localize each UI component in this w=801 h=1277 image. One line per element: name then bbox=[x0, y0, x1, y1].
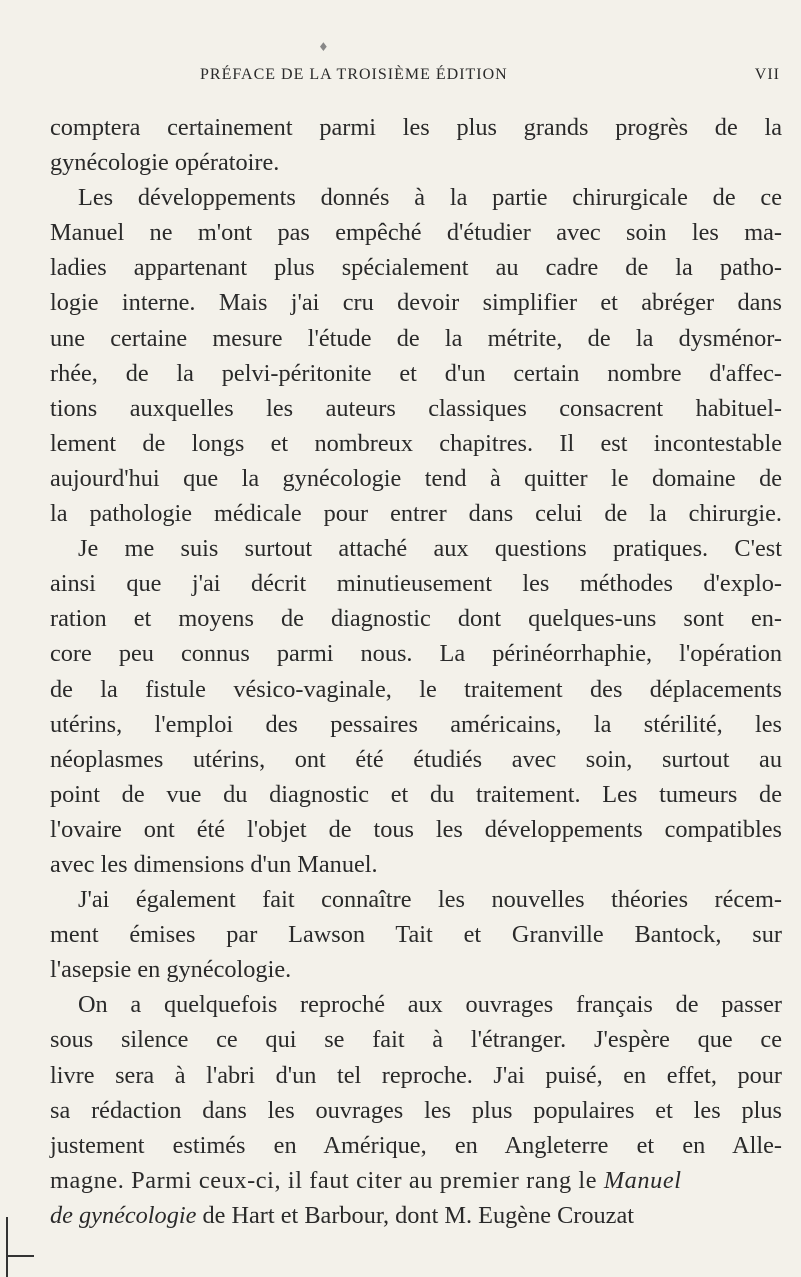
text-line: livre sera à l'abri d'un tel reproche. J'ai puisé, en effet, pour bbox=[50, 1061, 782, 1089]
text-line: J'ai également fait connaître les nouvelles théories récem- bbox=[78, 886, 782, 914]
text-line: lement de longs et nombreux chapitres. Il est incontestable bbox=[50, 429, 782, 457]
running-head-title: PRÉFACE DE LA TROISIÈME ÉDITION bbox=[200, 66, 508, 83]
text-line: avec les dimensions d'un Manuel. bbox=[50, 850, 378, 878]
text-line: une certaine mesure l'étude de la métrite, de la dysménor- bbox=[50, 324, 782, 352]
text-line: la pathologie médicale pour entrer dans celui de la chirurgie. bbox=[50, 500, 782, 528]
book-title-italic: de gynécologie bbox=[50, 1201, 197, 1229]
text-line: Manuel ne m'ont pas empêché d'étudier avec soin les ma- bbox=[50, 219, 782, 247]
text-line: rhée, de la pelvi-péritonite et d'un certain nombre d'affec- bbox=[50, 359, 782, 387]
text-line: utérins, l'emploi des pessaires américains, la stérilité, les bbox=[50, 710, 782, 738]
text-line: ration et moyens de diagnostic dont quelques-uns sont en- bbox=[50, 605, 782, 633]
text-line: sa rédaction dans les ouvrages les plus populaires et les plus bbox=[50, 1096, 782, 1124]
text-line: gynécologie opératoire. bbox=[50, 149, 280, 177]
text-line-part: de Hart et Barbour, dont M. Eugène Crouzat bbox=[196, 1201, 634, 1229]
page-corner-mark bbox=[6, 1217, 38, 1277]
signature-mark: ♦ bbox=[318, 40, 329, 54]
text-line: l'asepsie en gynécologie. bbox=[50, 956, 292, 984]
page-number: VII bbox=[754, 66, 780, 83]
text-line: néoplasmes utérins, ont été étudiés avec soin, surtout au bbox=[50, 745, 782, 773]
book-title-italic: Manuel bbox=[603, 1166, 682, 1194]
text-line: comptera certainement parmi les plus grands progrès de la bbox=[50, 114, 782, 141]
text-line: sous silence ce qui se fait à l'étranger. J'espère que ce bbox=[50, 1026, 782, 1054]
text-line bbox=[50, 1198, 782, 1233]
text-line-part: magne. Parmi ceux-ci, il faut citer au premier rang le bbox=[50, 1166, 598, 1194]
text-line: core peu connus parmi nous. La périnéorrhaphie, l'opération bbox=[50, 640, 782, 668]
text-line: point de vue du diagnostic et du traitement. Les tumeurs de bbox=[50, 780, 782, 808]
text-line bbox=[50, 1163, 782, 1198]
text-line: l'ovaire ont été l'objet de tous les développements compatibles bbox=[50, 815, 782, 843]
text-line: de la fistule vésico-vaginale, le traitement des déplacements bbox=[50, 675, 782, 703]
text-line: ment émises par Lawson Tait et Granville Bantock, sur bbox=[50, 921, 782, 949]
text-line: ladies appartenant plus spécialement au cadre de la patho- bbox=[50, 254, 782, 282]
text-line: Les développements donnés à la partie chirurgicale de ce bbox=[78, 184, 782, 212]
body-text bbox=[50, 110, 782, 1233]
running-head bbox=[200, 66, 780, 90]
text-line: tions auxquelles les auteurs classiques consacrent habituel- bbox=[50, 394, 782, 422]
text-line: justement estimés en Amérique, en Angleterre et en Alle- bbox=[50, 1131, 782, 1159]
text-line: Je me suis surtout attaché aux questions pratiques. C'est bbox=[78, 535, 782, 563]
text-line: logie interne. Mais j'ai cru devoir simplifier et abréger dans bbox=[50, 289, 782, 317]
text-line: ainsi que j'ai décrit minutieusement les méthodes d'explo- bbox=[50, 570, 782, 598]
text-line: On a quelquefois reproché aux ouvrages français de passer bbox=[78, 991, 782, 1019]
text-line: aujourd'hui que la gynécologie tend à quitter le domaine de bbox=[50, 464, 782, 492]
